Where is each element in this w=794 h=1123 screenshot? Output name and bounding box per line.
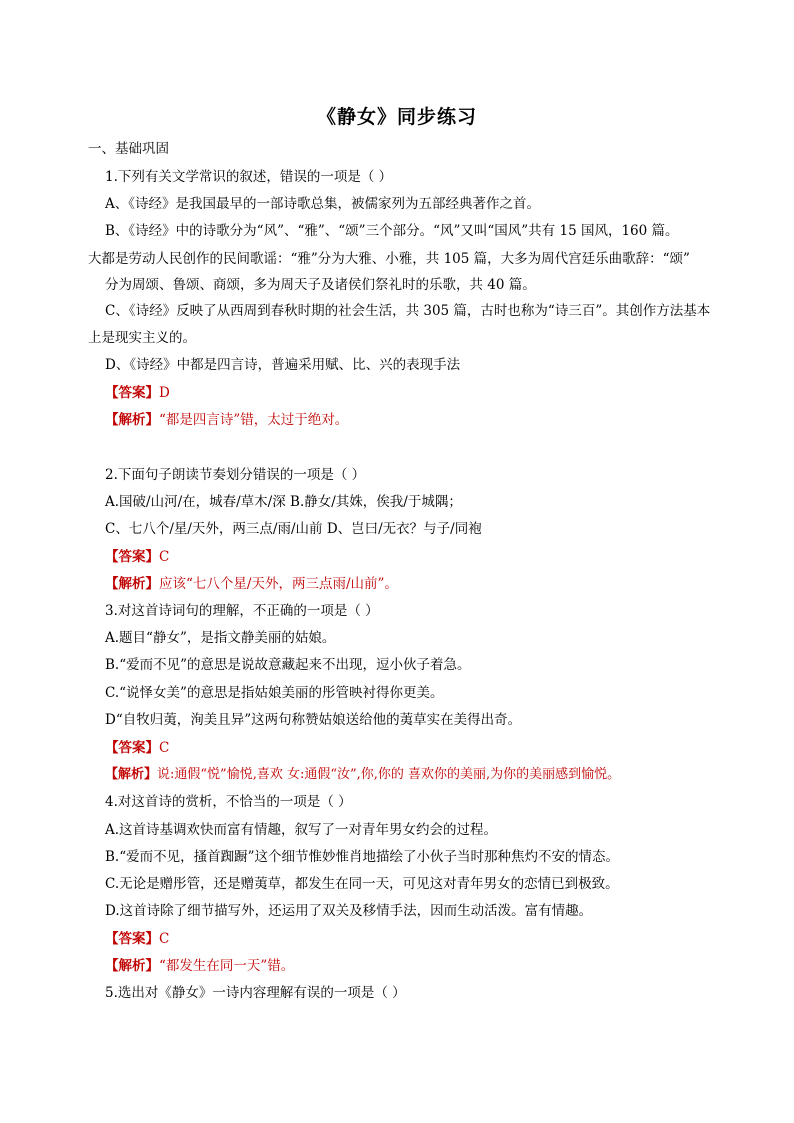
analysis-tag: 【解析】 <box>105 412 159 428</box>
question-4-option-d: D.这首诗除了细节描写外，还运用了双关及移情手法，因而生动活泼。富有情趣。 <box>105 903 593 919</box>
answer-tag: 【答案】 <box>105 931 159 947</box>
analysis-text: “都发生在同一天”错。 <box>159 958 295 974</box>
question-1-option-c-line1: C、《诗经》反映了从西周到春秋时期的社会生活，共 305 篇，古时也称为“诗三百”。其创作方法基本 <box>105 303 711 319</box>
analysis-text: 应该“七八个星/天外，两三点雨/山前”。 <box>159 576 398 592</box>
question-3-option-b: B.“爱而不见”的意思是说故意藏起来不出现，逗小伙子着急。 <box>105 657 471 673</box>
question-3-option-c: C.“说怿女美”的意思是指姑娘美丽的彤管映衬得你更美。 <box>105 685 444 701</box>
question-4-answer <box>105 930 745 948</box>
question-1-answer <box>105 384 745 402</box>
question-3-analysis <box>105 766 745 784</box>
question-4-option-b: B.“爱而不见，搔首踟蹰”这个细节惟妙惟肖地描绘了小伙子当时那种焦灼不安的情态。 <box>105 849 620 865</box>
analysis-tag: 【解析】 <box>105 958 159 974</box>
analysis-tag: 【解析】 <box>105 576 159 592</box>
question-3-answer <box>105 739 745 757</box>
question-1-option-b-line1: B、《诗经》中的诗歌分为“风”、“雅”、“颂”三个部分。“风”又叫“国风”共有 15 国风，160 篇。 <box>105 223 679 239</box>
question-1-stem: 1.下列有关文学常识的叙述，错误的一项是（ ） <box>105 169 393 185</box>
question-3-option-d: D“自牧归荑，洵美且异”这两句称赞姑娘送给他的荑草实在美得出奇。 <box>105 712 522 728</box>
question-1-option-b-line3: 分为周颂、鲁颂、商颂，多为周天子及诸侯们祭礼时的乐歌，共 40 篇。 <box>105 277 536 293</box>
question-2-stem: 2.下面句子朗读节奏划分错误的一项是（ ） <box>105 467 366 483</box>
answer-tag: 【答案】 <box>105 385 159 401</box>
question-4-option-a: A.这首诗基调欢快而富有情趣，叙写了一对青年男女约会的过程。 <box>105 822 498 838</box>
question-2-analysis <box>105 575 745 593</box>
answer-tag: 【答案】 <box>105 549 159 565</box>
analysis-tag: 【解析】 <box>105 767 158 782</box>
question-1-option-b-line2: 大都是劳动人民创作的民间歌谣：“雅”分为大雅、小雅，共 105 篇，大多为周代宫廷乐曲歌辞：“颂” <box>88 251 690 267</box>
question-2-options-ab: A.国破/山河/在，城春/草木/深 B.静女/其姝，俟我/于城隅； <box>105 494 462 510</box>
question-1-option-a: A、《诗经》是我国最早的一部诗歌总集，被儒家列为五部经典著作之首。 <box>105 196 540 212</box>
answer-value: C <box>159 931 170 947</box>
answer-value: C <box>159 740 170 756</box>
section-heading: 一、基础巩固 <box>88 141 169 157</box>
analysis-text: “都是四言诗”错，太过于绝对。 <box>159 412 349 428</box>
question-1-option-d: D、《诗经》中都是四言诗，普遍采用赋、比、兴的表现手法 <box>105 357 461 373</box>
question-3-option-a: A.题目“静女”，是指文静美丽的姑娘。 <box>105 630 336 646</box>
question-1-analysis <box>105 411 745 429</box>
question-2-options-cd: C、七八个/星/天外，两三点/雨/山前 D、岂曰/无衣？与子/同袍 <box>105 521 482 537</box>
analysis-text: 说:通假“悦”愉悦,喜欢 女:通假“汝”,你,你的 喜欢你的美丽,为你的美丽感到愉悦。 <box>157 767 621 782</box>
question-4-option-c: C.无论是赠彤管，还是赠荑草，都发生在同一天，可见这对青年男女的恋情已到极致。 <box>105 876 619 892</box>
question-5-stem: 5.选出对《静女》一诗内容理解有误的一项是（ ） <box>105 985 406 1001</box>
question-3-stem: 3.对这首诗词句的理解，不正确的一项是（ ） <box>105 603 379 619</box>
question-2-answer <box>105 548 745 566</box>
page-title: 《静女》同步练习 <box>316 106 477 128</box>
answer-value: D <box>159 385 170 401</box>
answer-value: C <box>159 549 170 565</box>
question-4-analysis <box>105 957 745 975</box>
question-1-option-c-line2: 上是现实主义的。 <box>88 330 196 346</box>
answer-tag: 【答案】 <box>105 740 159 756</box>
question-4-stem: 4.对这首诗的赏析，不恰当的一项是（ ） <box>105 794 352 810</box>
